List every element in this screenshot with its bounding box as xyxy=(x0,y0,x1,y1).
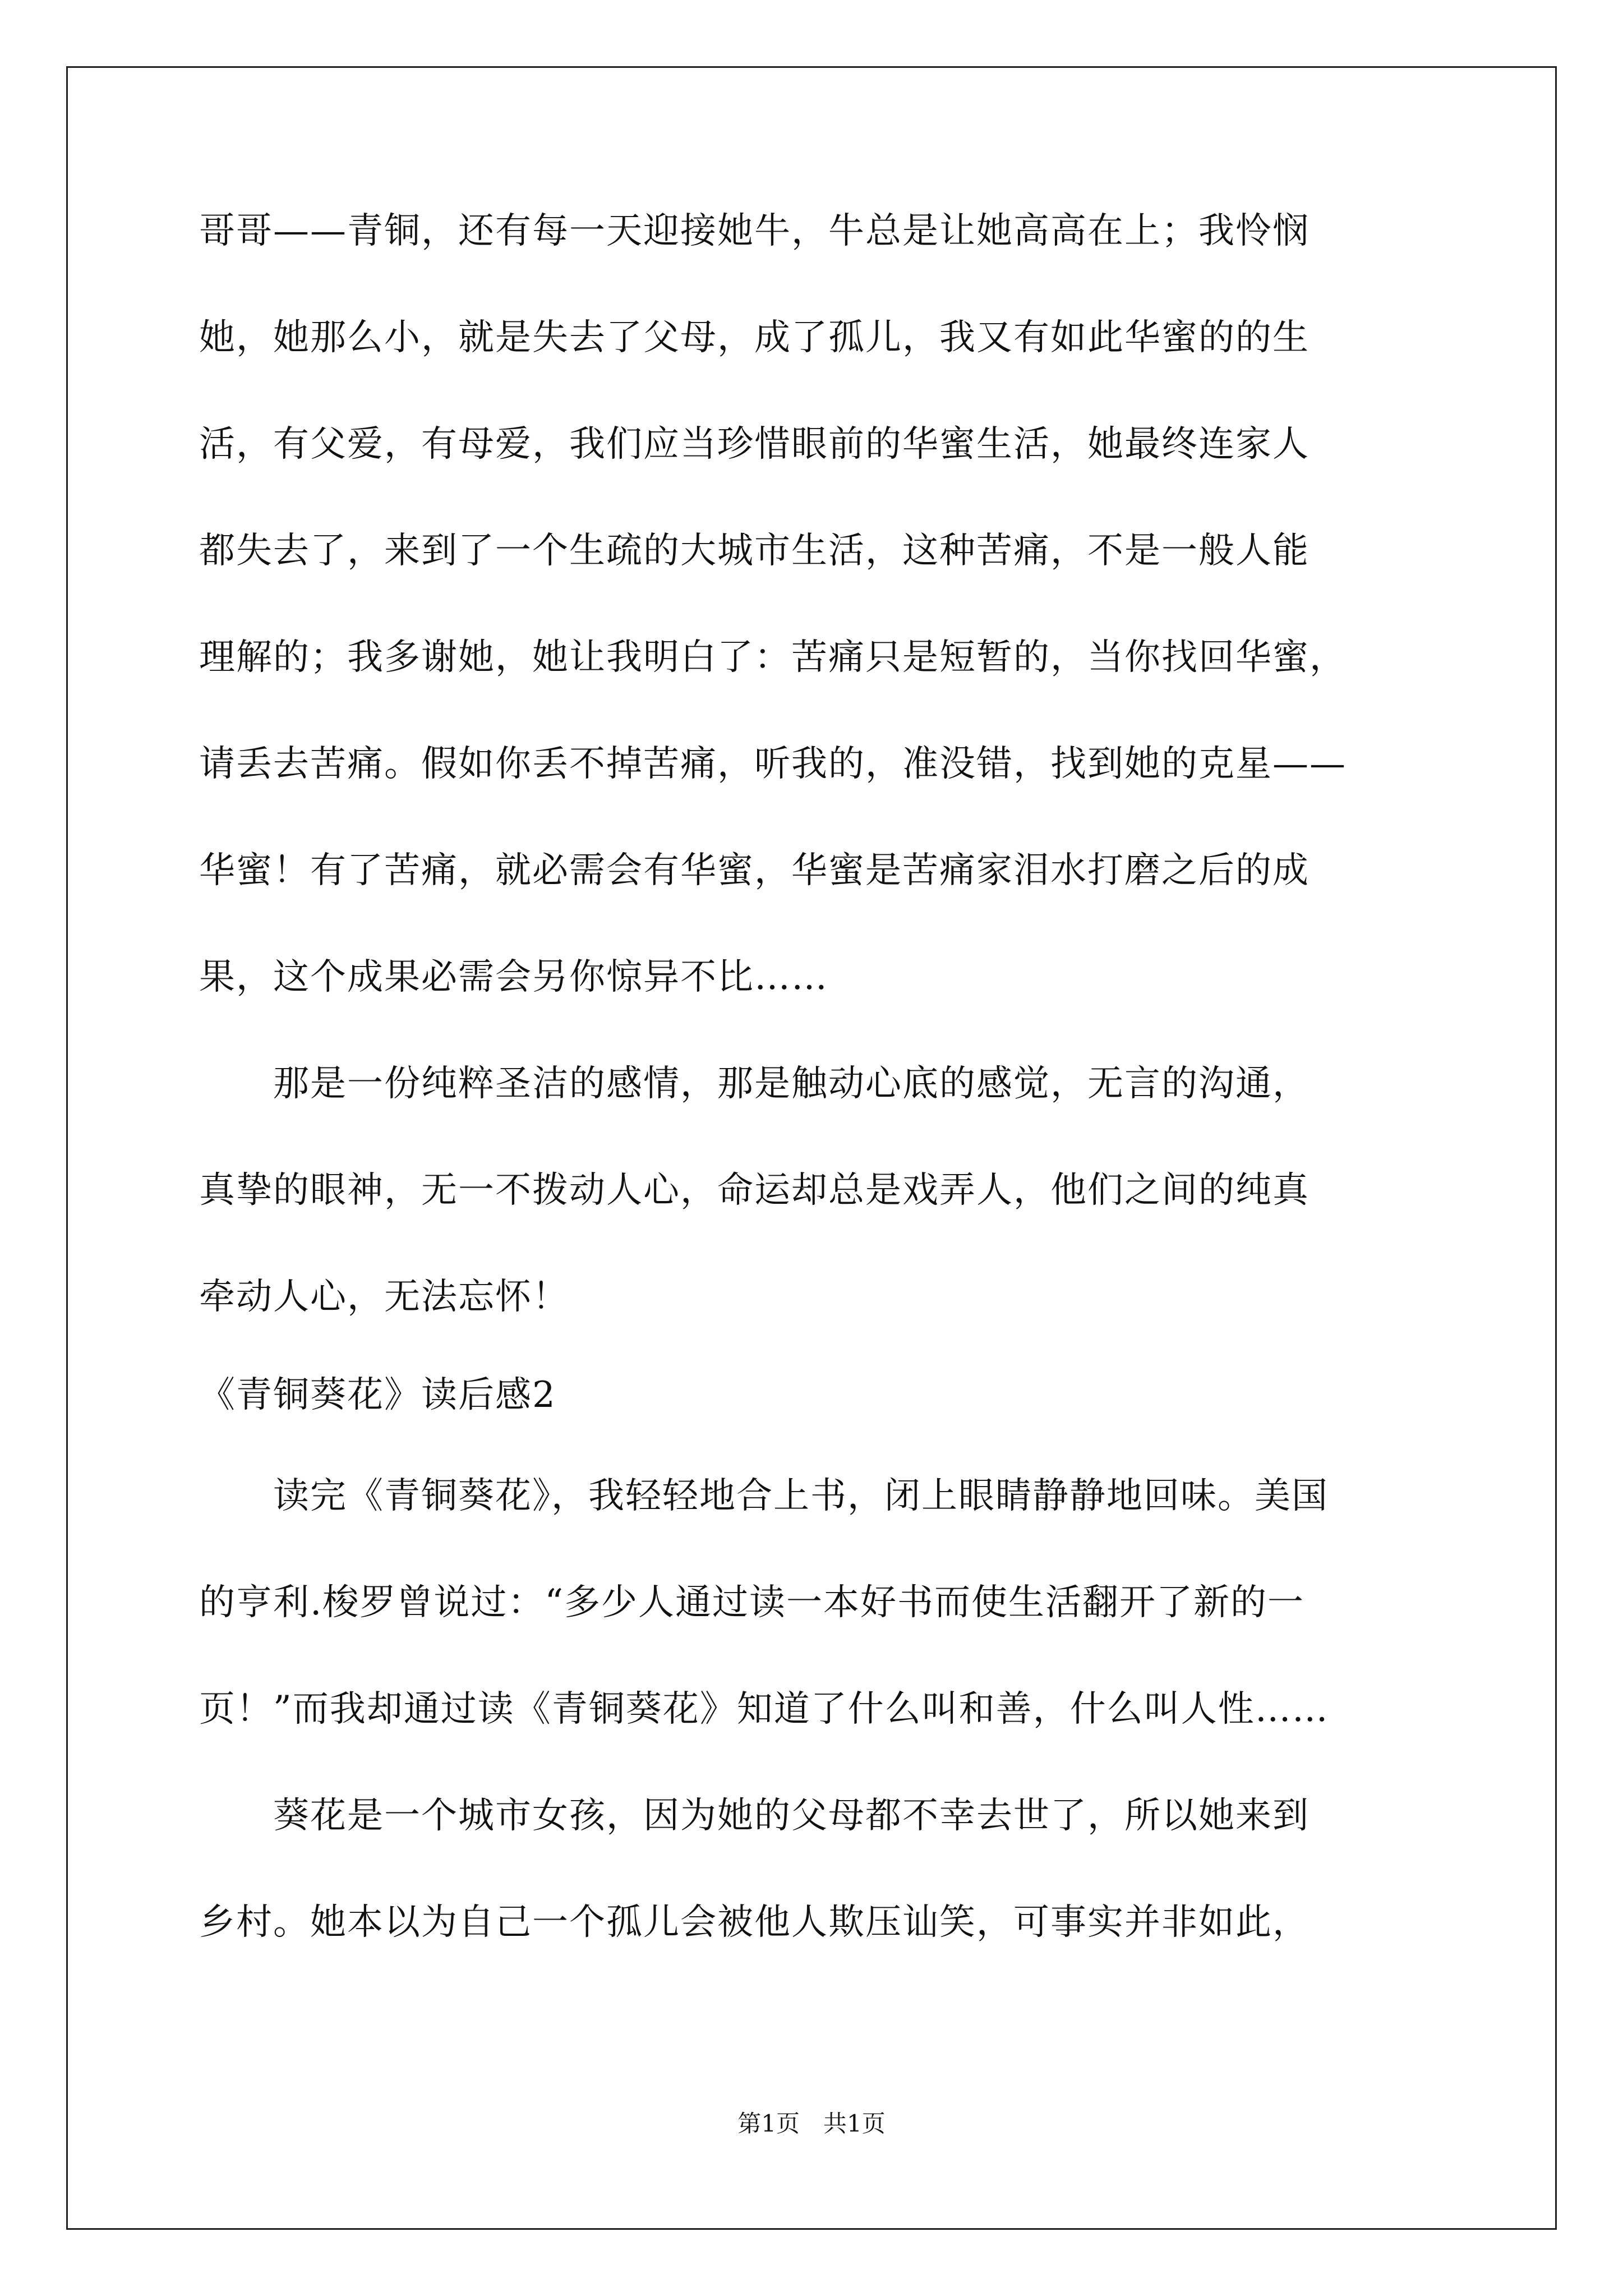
text-line: 活，有父爱，有母爱，我们应当珍惜眼前的华蜜生活，她最终连家人 xyxy=(199,424,1310,465)
text-line: 都失去了，来到了一个生疏的大城市生活，这种苦痛，不是一般人能 xyxy=(199,530,1310,572)
section-heading: 《青铜葵花》读后感2 xyxy=(199,1374,556,1416)
text-line: 的亨利.梭罗曾说过：“多少人通过读一本好书而使生活翻开了新的一 xyxy=(199,1582,1305,1623)
text-line: 真挚的眼神，无一不拨动人心，命运却总是戏弄人，他们之间的纯真 xyxy=(199,1170,1310,1211)
text-line: 葵花是一个城市女孩，因为她的父母都不幸去世了，所以她来到 xyxy=(199,1795,1310,1837)
page-footer: 第1页 共1页 xyxy=(737,2110,886,2137)
text-line: 华蜜！有了苦痛，就必需会有华蜜，华蜜是苦痛家泪水打磨之后的成 xyxy=(199,850,1310,891)
text-line: 乡村。她本以为自己一个孤儿会被他人欺压讪笑，可事实并非如此， xyxy=(199,1902,1310,1943)
text-line: 牵动人心，无法忘怀！ xyxy=(199,1276,569,1318)
text-line: 读完《青铜葵花》，我轻轻地合上书，闭上眼睛静静地回味。美国 xyxy=(199,1475,1329,1517)
text-line: 页！”而我却通过读《青铜葵花》知道了什么叫和善，什么叫人性…… xyxy=(199,1688,1329,1730)
text-line: 她，她那么小，就是失去了父母，成了孤儿，我又有如此华蜜的的生 xyxy=(199,317,1310,358)
text-line: 果，这个成果必需会另你惊异不比…… xyxy=(199,956,828,998)
text-line: 哥哥——青铜，还有每一天迎接她牛，牛总是让她高高在上；我怜悯 xyxy=(199,210,1310,252)
text-line: 那是一份纯粹圣洁的感情，那是触动心底的感觉，无言的沟通， xyxy=(199,1063,1310,1105)
text-line: 请丢去苦痛。假如你丢不掉苦痛，听我的，准没错，找到她的克星—— xyxy=(199,743,1347,785)
text-line: 理解的；我多谢她，她让我明白了：苦痛只是短暂的，当你找回华蜜， xyxy=(199,637,1347,678)
